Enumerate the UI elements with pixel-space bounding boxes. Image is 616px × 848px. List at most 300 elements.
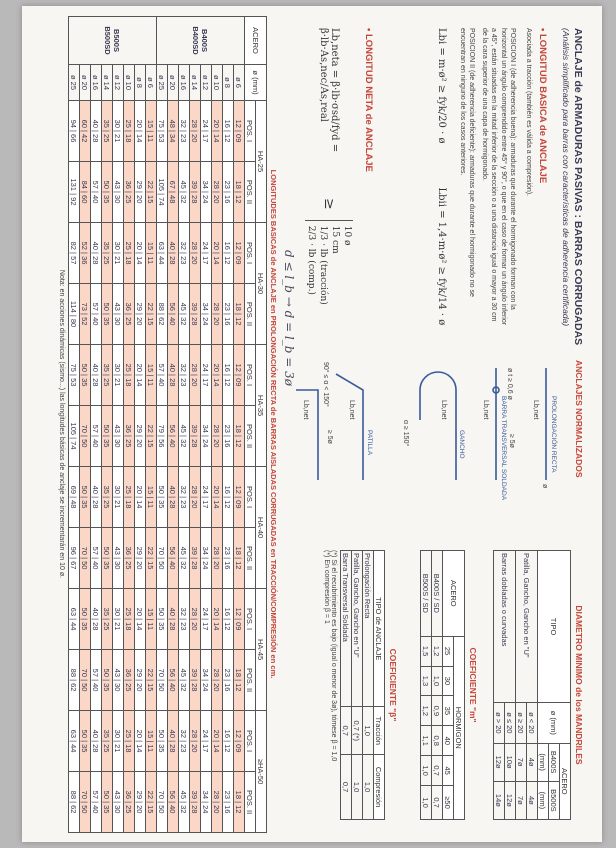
main-value-cell: 36 | 25 (124, 650, 135, 711)
main-table-row (201, 17, 212, 833)
mandrels-value-cell: 12ø (494, 743, 505, 781)
main-value-cell: 18 | 12 (234, 772, 245, 833)
main-value-cell: 50 | 35 (157, 711, 168, 772)
min-10-phi: 10 ø (342, 225, 352, 246)
main-value-cell: 12 | 09 (234, 711, 245, 772)
handwritten-note: d ≤ l_b → d = l_b = 3ø (282, 250, 296, 386)
type-hook: GANCHO (458, 430, 465, 459)
beta-traction-cell: 0,7 (341, 707, 352, 755)
coef-m-value-cell: 1,1 (421, 726, 432, 756)
main-value-cell: 20 | 14 (212, 345, 223, 406)
main-value-cell: 75 | 53 (69, 345, 80, 406)
main-value-cell: 36 | 25 (124, 528, 135, 589)
mandrels-value-cell: 10ø (505, 743, 516, 781)
coef-m-grade: 40 (443, 726, 454, 756)
main-value-cell: 60 | 42 (80, 101, 91, 162)
phi-t-label: ø t ≥ 0,6 ø (506, 368, 513, 400)
main-value-cell: 29 | 20 (135, 772, 146, 833)
main-value-cell: 16 | 12 (223, 589, 234, 650)
coef-m-value-cell: 1,3 (421, 666, 432, 696)
five-phi-2: ≥ 5ø (326, 430, 333, 444)
main-value-cell: 69 | 48 (69, 467, 80, 528)
main-diam-cell: ø 20 (168, 65, 179, 101)
coef-beta-table (340, 550, 385, 820)
coef-m-value-cell: 0,9 (432, 696, 443, 726)
main-col-diam: ø (mm) (245, 65, 267, 101)
main-value-cell: 50 | 35 (80, 711, 91, 772)
main-value-cell: 24 | 17 (201, 345, 212, 406)
net-length-section (305, 28, 374, 348)
main-value-cell: 34 | 24 (201, 406, 212, 467)
five-phi-1: ≥ 5ø (508, 434, 515, 448)
main-value-cell: 30 | 21 (113, 467, 124, 528)
main-value-cell: 105 | 74 (69, 406, 80, 467)
main-value-cell: 15 | 11 (146, 345, 157, 406)
main-value-cell: 40 | 28 (168, 711, 179, 772)
coef-m-row (421, 551, 432, 820)
main-table-row (69, 17, 80, 833)
main-value-cell: 32 | 23 (179, 101, 190, 162)
formula-pos-1: Lbi = m·ø² ≥ fyk/20 · ø (436, 28, 448, 144)
mandrels-value-cell: 7ø (516, 743, 527, 781)
main-value-cell: 32 | 23 (179, 223, 190, 284)
main-value-cell: 28 | 20 (190, 101, 201, 162)
coef-m-value-cell: 0,7 (432, 756, 443, 786)
coef-m-col-concrete: HORMIGON (454, 636, 465, 819)
rotated-sheet (26, 10, 596, 838)
main-value-cell: 82 | 57 (69, 223, 80, 284)
main-diam-cell: ø 14 (102, 65, 113, 101)
beta-compression-cell: 1,0 (352, 755, 363, 820)
main-value-cell: 35 | 25 (102, 711, 113, 772)
main-diam-cell: ø 6 (146, 65, 157, 101)
main-value-cell: 50 | 35 (80, 345, 91, 406)
main-value-cell: 18 | 12 (234, 406, 245, 467)
main-value-cell: 50 | 35 (80, 467, 91, 528)
main-value-cell: 56 | 40 (168, 772, 179, 833)
coef-m-grade: 25 (443, 636, 454, 666)
main-value-cell: 20 | 14 (135, 101, 146, 162)
main-value-cell: 20 | 14 (212, 223, 223, 284)
beta-row (352, 551, 363, 820)
main-table-row (146, 17, 157, 833)
main-value-cell: 40 | 28 (91, 345, 102, 406)
main-value-cell: 57 | 40 (91, 528, 102, 589)
main-diam-cell: ø 8 (223, 65, 234, 101)
beta-col-type: TIPO de ANCLAJE (374, 551, 385, 707)
mandrels-diam-cell: ø < 20 (527, 703, 538, 743)
bend-bar-1 (336, 374, 363, 480)
main-table (68, 16, 267, 833)
main-table-row (212, 17, 223, 833)
main-diam-cell: ø 25 (157, 65, 168, 101)
mandrels-row (505, 551, 516, 820)
main-value-cell: 29 | 20 (135, 284, 146, 345)
main-value-cell: 40 | 28 (168, 589, 179, 650)
main-pos1-header: POS. I (245, 223, 256, 284)
main-value-cell: 73 | 52 (80, 284, 91, 345)
lbnet-3: Lb,net (440, 400, 447, 420)
beta-note-1: (*) Si el recubrimiento es bajo (igual o menor de 3ø), tómese β = 1,0 (330, 550, 337, 762)
mandrels-heading: DIAMETRO MINIMO de los MANDRILES (574, 605, 584, 765)
main-pos2-header: POS. II (245, 528, 256, 589)
main-value-cell: 23 | 16 (223, 284, 234, 345)
coef-m-table (420, 550, 465, 820)
main-diam-cell: ø 6 (234, 65, 245, 101)
main-value-cell: 29 | 20 (135, 528, 146, 589)
coef-m-grade: 30 (443, 666, 454, 696)
main-value-cell: 28 | 20 (212, 284, 223, 345)
main-grade-header: HA-30 (256, 223, 267, 345)
main-value-cell: 16 | 12 (223, 467, 234, 528)
main-value-cell: 88 | 62 (157, 284, 168, 345)
main-value-cell: 24 | 17 (201, 467, 212, 528)
mandrels-diam-cell: ø ≤ 20 (505, 703, 516, 743)
main-value-cell: 84 | 60 (80, 162, 91, 223)
main-value-cell: 30 | 21 (113, 101, 124, 162)
type-bend: PATILLA (366, 430, 373, 456)
mandrels-type-cell: Patilla, Gancho, Gancho en "U" (516, 551, 538, 703)
main-value-cell: 40 | 28 (168, 223, 179, 284)
beta-type-cell: Patilla, Gancho, Gancho en "U" (352, 551, 363, 707)
main-value-cell: 50 | 35 (157, 467, 168, 528)
main-value-cell: 70 | 50 (80, 406, 91, 467)
main-value-cell: 34 | 24 (201, 162, 212, 223)
main-value-cell: 50 | 35 (102, 406, 113, 467)
net-length-heading: • LONGITUD NETA de ANCLAJE (363, 28, 374, 172)
coef-beta-section (323, 550, 398, 820)
lbnet-4: Lb,net (348, 400, 355, 420)
main-value-cell: 12 | 09 (234, 223, 245, 284)
main-value-cell: 25 | 18 (124, 589, 135, 650)
main-value-cell: 12 | 09 (234, 467, 245, 528)
main-grade-header: HA-40 (256, 467, 267, 589)
main-value-cell: 96 | 67 (69, 528, 80, 589)
main-value-cell: 35 | 25 (102, 467, 113, 528)
type-welded: BARRA TRANSVERSAL SOLDADA (500, 396, 507, 500)
coef-m-steel-cell: B400S / SD (432, 551, 443, 637)
main-value-cell: 50 | 35 (102, 650, 113, 711)
main-value-cell: 40 | 28 (91, 223, 102, 284)
hook-bar (420, 372, 456, 480)
mandrels-value-cell: 4ø (527, 781, 538, 819)
main-value-cell: 40 | 28 (91, 467, 102, 528)
main-value-cell: 57 | 40 (157, 345, 168, 406)
main-diam-cell: ø 8 (135, 65, 146, 101)
main-value-cell: 39 | 28 (190, 406, 201, 467)
beta-col-compression: Compresión (374, 755, 385, 820)
coef-m-grade: 35 (443, 696, 454, 726)
main-value-cell: 39 | 28 (190, 650, 201, 711)
main-value-cell: 15 | 11 (146, 467, 157, 528)
min-compression: 2/3 · lb (comp.) (306, 225, 316, 295)
lbnet-5: Lb,net (302, 400, 309, 420)
anchorages-diagram (288, 360, 568, 500)
main-table-row (179, 17, 190, 833)
coef-m-value-cell: 0,8 (432, 726, 443, 756)
main-value-cell: 56 | 40 (168, 650, 179, 711)
main-table-row (190, 17, 201, 833)
main-value-cell: 18 | 12 (234, 650, 245, 711)
main-value-cell: 34 | 24 (201, 528, 212, 589)
main-value-cell: 28 | 20 (212, 162, 223, 223)
main-value-cell: 32 | 23 (179, 589, 190, 650)
main-value-cell: 94 | 66 (69, 101, 80, 162)
min-15-cm: 15 cm (330, 225, 340, 254)
beta-row (363, 551, 374, 820)
main-value-cell: 45 | 32 (179, 772, 190, 833)
main-value-cell: 28 | 20 (190, 345, 201, 406)
main-value-cell: 88 | 62 (69, 650, 80, 711)
main-value-cell: 20 | 14 (212, 467, 223, 528)
main-value-cell: 25 | 18 (124, 467, 135, 528)
main-value-cell: 20 | 14 (135, 467, 146, 528)
coef-m-value-cell: 1,0 (432, 666, 443, 696)
main-value-cell: 50 | 35 (102, 162, 113, 223)
coef-m-value-cell: 1,5 (421, 636, 432, 666)
main-value-cell: 40 | 28 (168, 345, 179, 406)
main-value-cell: 28 | 20 (212, 528, 223, 589)
anchorages-heading: ANCLAJES NORMALIZADOS (574, 360, 584, 478)
main-value-cell: 16 | 12 (223, 345, 234, 406)
main-value-cell: 40 | 28 (168, 467, 179, 528)
main-value-cell: 12 | 09 (234, 345, 245, 406)
main-value-cell: 43 | 30 (113, 528, 124, 589)
main-value-cell: 70 | 50 (157, 650, 168, 711)
main-diam-cell: ø 16 (91, 65, 102, 101)
mandrels-table (493, 550, 571, 820)
main-steel-cell: B500S B500SD (69, 17, 157, 65)
main-value-cell: 16 | 12 (223, 101, 234, 162)
main-value-cell: 70 | 50 (80, 528, 91, 589)
main-diam-cell: ø 12 (113, 65, 124, 101)
main-value-cell: 45 | 32 (179, 528, 190, 589)
main-table-row (135, 17, 146, 833)
main-value-cell: 28 | 20 (212, 406, 223, 467)
main-value-cell: 18 | 12 (234, 284, 245, 345)
beta-note-2: (*) En compresión β = 1 (323, 550, 330, 624)
main-value-cell: 16 | 12 (223, 711, 234, 772)
lbnet-1: Lb,net (532, 400, 539, 420)
mandrels-value-cell: 14ø (494, 781, 505, 819)
main-value-cell: 18 | 12 (234, 528, 245, 589)
main-value-cell: 32 | 23 (179, 711, 190, 772)
main-steel-cell: B400S B400SD (157, 17, 245, 65)
coef-m-col-steel: ACERO (443, 551, 465, 637)
main-value-cell: 20 | 14 (212, 101, 223, 162)
main-value-cell: 50 | 35 (157, 589, 168, 650)
main-value-cell: 56 | 40 (168, 406, 179, 467)
main-value-cell: 40 | 28 (91, 589, 102, 650)
main-value-cell: 16 | 12 (223, 223, 234, 284)
main-value-cell: 24 | 17 (201, 711, 212, 772)
main-pos1-header: POS. I (245, 467, 256, 528)
min-traction: 1/3 · lb (tracción) (318, 225, 328, 305)
main-value-cell: 36 | 25 (124, 162, 135, 223)
main-value-cell: 56 | 40 (168, 284, 179, 345)
mandrels-col-steel: ACERO (560, 743, 571, 819)
main-value-cell: 43 | 30 (113, 406, 124, 467)
main-value-cell: 34 | 24 (201, 284, 212, 345)
main-value-cell: 29 | 20 (135, 162, 146, 223)
main-value-cell: 36 | 25 (124, 406, 135, 467)
main-value-cell: 29 | 20 (135, 406, 146, 467)
basic-length-formulas (437, 28, 448, 328)
main-value-cell: 24 | 17 (201, 589, 212, 650)
main-diam-cell: ø 10 (212, 65, 223, 101)
main-value-cell: 23 | 16 (223, 162, 234, 223)
main-value-cell: 23 | 16 (223, 650, 234, 711)
main-value-cell: 39 | 28 (190, 772, 201, 833)
main-col-steel: ACERO (245, 17, 267, 65)
mandrels-section (493, 550, 584, 820)
main-value-cell: 45 | 32 (179, 162, 190, 223)
main-value-cell: 35 | 25 (102, 345, 113, 406)
main-value-cell: 12 | 09 (234, 589, 245, 650)
main-value-cell: 40 | 28 (91, 711, 102, 772)
main-value-cell: 45 | 32 (179, 284, 190, 345)
mandrels-diam-cell: ø > 20 (494, 703, 505, 743)
main-value-cell: 79 | 56 (157, 406, 168, 467)
beta-row (341, 551, 352, 820)
net-length-formula-row (305, 28, 353, 348)
main-value-cell: 57 | 40 (91, 650, 102, 711)
main-value-cell: 28 | 20 (190, 223, 201, 284)
alpha-bend: 90° ≤ α < 150° (322, 362, 329, 407)
basic-length-heading-text: LONGITUD BASICA de ANCLAJE (537, 33, 548, 184)
main-value-cell: 15 | 11 (146, 101, 157, 162)
position-1-text: POSICION I (de adherencia buena): armaduras que durante el hormigonado forman con la horizontal un ángulo comprendido entre 45° y 90°, o que en el caso de formar un ángulo inferior a 45°, están situadas en la mitad inferior de la sección o a una distancia igual o mayor a 30 cm de la cara superior de una capa de hormigonado. (481, 28, 517, 326)
main-value-cell: 105 | 74 (157, 162, 168, 223)
net-length-heading-text: LONGITUD NETA de ANCLAJE (363, 33, 374, 172)
basic-length-heading: • LONGITUD BASICA de ANCLAJE (537, 28, 548, 184)
beta-type-cell: Prolongación Recta (363, 551, 374, 707)
main-value-cell: 52 | 36 (80, 223, 91, 284)
main-value-cell: 50 | 35 (80, 589, 91, 650)
basic-length-intro: Asociada a tracción (también es válida a compresión). (525, 28, 532, 197)
main-pos2-header: POS. II (245, 772, 256, 833)
coef-m-value-cell: 0,7 (432, 786, 443, 820)
main-value-cell: 20 | 14 (212, 711, 223, 772)
coef-beta-heading: COEFICIENTE "β" (388, 648, 398, 722)
main-value-cell: 23 | 16 (223, 528, 234, 589)
mandrels-unit-2: (mm) (538, 781, 549, 819)
main-value-cell: 24 | 17 (201, 223, 212, 284)
main-value-cell: 30 | 21 (113, 223, 124, 284)
mandrels-unit-1: (mm) (538, 743, 549, 781)
main-value-cell: 20 | 14 (212, 589, 223, 650)
main-value-cell: 22 | 15 (146, 284, 157, 345)
coef-m-value-cell: 1,2 (432, 636, 443, 666)
coef-m-value-cell: 1,2 (421, 696, 432, 726)
position-2-text: POSICION II (de adherencia deficiente): armaduras que durante el hormigonado no se encuentran en ninguno de los casos anteriores. (459, 28, 476, 297)
main-value-cell: 39 | 28 (190, 528, 201, 589)
main-value-cell: 30 | 21 (113, 711, 124, 772)
main-table-row (113, 17, 124, 833)
main-grade-header: HA-35 (256, 345, 267, 467)
main-table-row (223, 17, 234, 833)
main-value-cell: 35 | 25 (102, 589, 113, 650)
mandrels-steel-1: B400S (549, 743, 560, 781)
coef-m-steel-cell: B500S / SD (421, 551, 432, 637)
main-value-cell: 25 | 18 (124, 345, 135, 406)
main-grade-header: HA-25 (256, 101, 267, 223)
main-value-cell: 28 | 20 (212, 650, 223, 711)
lbnet-2: Lb,net (482, 400, 489, 420)
main-value-cell: 22 | 15 (146, 406, 157, 467)
main-value-cell: 25 | 18 (124, 223, 135, 284)
main-table-row (168, 17, 179, 833)
main-value-cell: 34 | 24 (201, 650, 212, 711)
main-value-cell: 70 | 50 (157, 772, 168, 833)
net-length-minimums (305, 220, 353, 305)
main-pos2-header: POS. II (245, 284, 256, 345)
alpha-hook: α ≥ 150° (402, 420, 409, 447)
mandrels-steel-2: B500S (549, 781, 560, 819)
page-subtitle: (Análisis simplificado para barras con características de adherencia certificada) (561, 28, 571, 327)
main-value-cell: 70 | 50 (80, 772, 91, 833)
main-pos1-header: POS. I (245, 101, 256, 162)
main-value-cell: 57 | 40 (91, 162, 102, 223)
main-value-cell: 28 | 20 (190, 589, 201, 650)
mandrels-value-cell: 7ø (516, 781, 527, 819)
beta-traction-cell: 1,0 (363, 707, 374, 755)
main-value-cell: 30 | 21 (113, 345, 124, 406)
main-value-cell: 20 | 14 (135, 711, 146, 772)
net-length-formula: Lb,neta = β·lb·σsd/fyd = β·lb·As,nec/As,real (318, 28, 340, 153)
main-value-cell: 28 | 20 (190, 711, 201, 772)
main-value-cell: 24 | 17 (201, 101, 212, 162)
main-value-cell: 23 | 16 (223, 406, 234, 467)
main-value-cell: 22 | 15 (146, 162, 157, 223)
main-value-cell: 32 | 23 (179, 467, 190, 528)
main-table-note: Nota: en acciones dinámicas (sismo...) las longitudes básicas de anclaje se incrementarán en 10 ø. (58, 269, 65, 579)
coef-m-row (432, 551, 443, 820)
main-value-cell: 12 | 09 (234, 101, 245, 162)
main-value-cell: 43 | 30 (113, 650, 124, 711)
main-value-cell: 57 | 40 (91, 406, 102, 467)
mandrels-col-type: TIPO (538, 551, 571, 703)
main-value-cell: 57 | 40 (91, 284, 102, 345)
main-value-cell: 23 | 16 (223, 772, 234, 833)
main-pos1-header: POS. I (245, 589, 256, 650)
main-value-cell: 63 | 44 (69, 711, 80, 772)
main-value-cell: 32 | 23 (179, 345, 190, 406)
main-value-cell: 28 | 20 (190, 467, 201, 528)
beta-traction-cell: 0,7 (*) (352, 707, 363, 755)
main-value-cell: 35 | 25 (102, 101, 113, 162)
main-pos2-header: POS. II (245, 650, 256, 711)
beta-compression-cell: 1,0 (363, 755, 374, 820)
main-value-cell: 75 | 53 (157, 101, 168, 162)
main-table-row (124, 17, 135, 833)
main-pos2-header: POS. II (245, 162, 256, 223)
main-table-row (234, 17, 245, 833)
formula-pos-2: Lbii = 1,4·m·ø² ≥ fyk/14 · ø (436, 187, 448, 326)
type-straight: PROLONGACIÓN RECTA (550, 396, 557, 473)
mandrels-type-cell: Barras dobladas o curvadas (494, 551, 516, 703)
main-value-cell: 20 | 14 (135, 589, 146, 650)
main-value-cell: 25 | 18 (124, 711, 135, 772)
mandrels-row (527, 551, 538, 820)
main-table-row (102, 17, 113, 833)
main-head-grades (256, 17, 267, 833)
coef-m-grade: 45 (443, 756, 454, 786)
main-value-cell: 20 | 14 (135, 345, 146, 406)
main-value-cell: 48 | 34 (168, 101, 179, 162)
coef-m-heading: COEFICIENTE "m" (468, 647, 478, 723)
main-value-cell: 56 | 40 (168, 528, 179, 589)
